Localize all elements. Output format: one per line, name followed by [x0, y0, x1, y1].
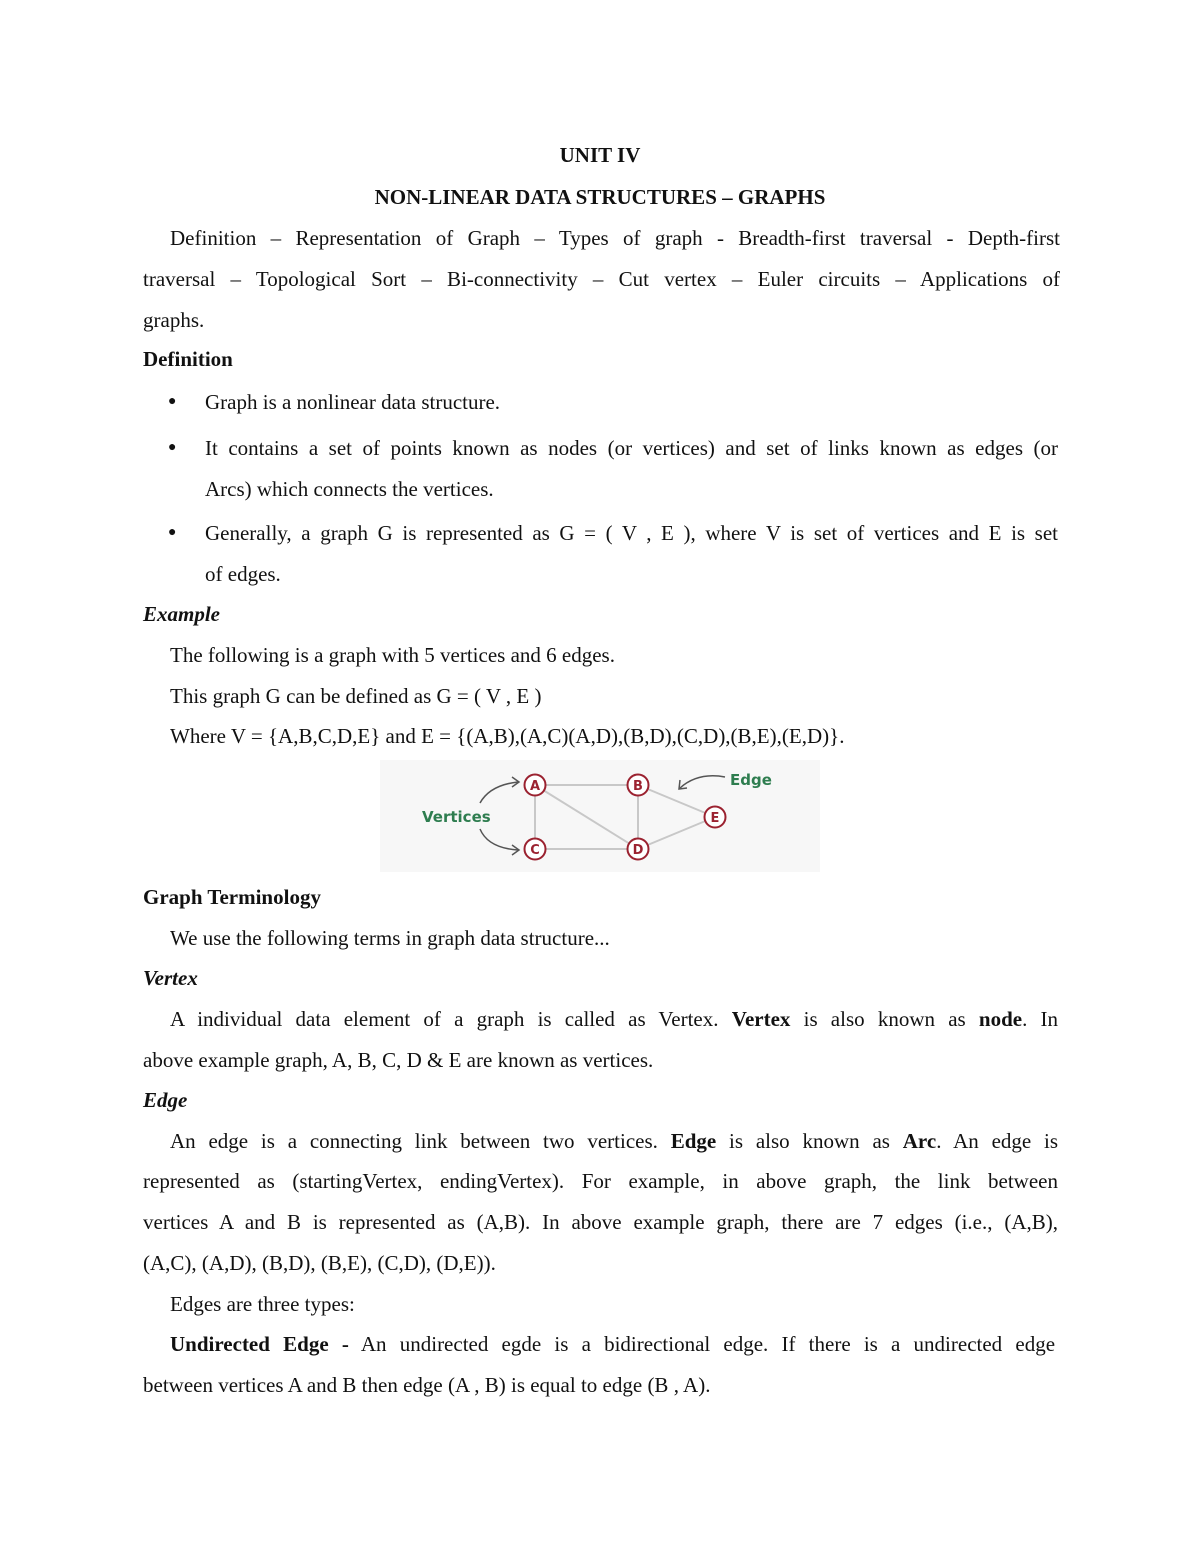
node-d-label: D [632, 843, 644, 858]
bullet-dot: ● [168, 440, 177, 455]
edge-label: Edge [730, 771, 772, 789]
node-c-label: C [530, 843, 540, 858]
definition-bullet-3-line-1: Generally, a graph G is represented as G = ( V , E ), where V is set of vertices and E is set [205, 521, 1058, 545]
node-e [705, 807, 726, 828]
arc-term: Arc [902, 1129, 937, 1153]
edge-line-4: (A,C), (A,D), (B,D), (B,E), (C,D), (D,E)). [143, 1251, 496, 1275]
undirected-term: Undirected Edge - [170, 1332, 349, 1356]
syllabus-line-3: graphs. [143, 308, 205, 332]
edge-line-2: represented as (startingVertex, endingVertex). For example, in above graph, the link between [143, 1169, 1058, 1193]
undirected-line-2: between vertices A and B then edge (A , B) is equal to edge (B , A). [143, 1373, 711, 1397]
node-b-label: B [633, 779, 643, 794]
vertex-text-a: A individual data element of a graph is called as Vertex. [170, 1007, 719, 1031]
syllabus-line-1: Definition – Representation of Graph – Types of graph - Breadth-first traversal - Depth-first [170, 226, 1060, 250]
unit-subtitle: NON-LINEAR DATA STRUCTURES – GRAPHS [374, 185, 826, 209]
definition-bullet-3-line-2: of edges. [205, 562, 281, 586]
syllabus-line-2: traversal – Topological Sort – Bi-connectivity – Cut vertex – Euler circuits – Applications of [143, 267, 1060, 291]
edge-text-e: . An edge is [936, 1129, 1059, 1153]
edge-term: Edge [670, 1129, 717, 1153]
vertex-line-1 [170, 1007, 1058, 1031]
graph-figure [380, 760, 820, 872]
example-heading: Example [143, 602, 220, 626]
definition-bullet-1: Graph is a nonlinear data structure. [205, 390, 501, 414]
vertex-text-c: is also known as [803, 1007, 966, 1031]
node-a [525, 775, 546, 796]
edge-line-1 [170, 1129, 1058, 1153]
node-c [525, 839, 546, 860]
node-d [628, 839, 649, 860]
unit-title: UNIT IV [559, 143, 641, 167]
example-line-1: The following is a graph with 5 vertices and 6 edges. [170, 643, 615, 667]
terminology-intro: We use the following terms in graph data structure... [170, 926, 610, 950]
vertices-label: Vertices [422, 808, 491, 826]
vertex-text-e: . In [1022, 1007, 1059, 1031]
edge-heading: Edge [143, 1088, 188, 1112]
terminology-heading: Graph Terminology [143, 885, 321, 909]
undirected-text: An undirected egde is a bidirectional edge. If there is a undirected edge [360, 1332, 1056, 1356]
example-line-3: Where V = {A,B,C,D,E} and E = {(A,B),(A,C)(A,D),(B,D),(C,D),(B,E),(E,D)}. [170, 724, 845, 748]
example-line-2: This graph G can be defined as G = ( V , E ) [170, 684, 542, 708]
edge-text-c: is also known as [729, 1129, 890, 1153]
vertex-term: Vertex [731, 1007, 791, 1031]
bullet-dot: ● [168, 394, 177, 409]
bullet-dot: ● [168, 525, 177, 540]
node-e-label: E [710, 811, 720, 826]
edge-types-line: Edges are three types: [170, 1292, 355, 1316]
node-b [628, 775, 649, 796]
definition-heading: Definition [143, 347, 233, 371]
node-a-label: A [529, 779, 541, 794]
undirected-line-1 [170, 1332, 1055, 1356]
definition-bullet-2-line-1: It contains a set of points known as nodes (or vertices) and set of links known as edges (or [205, 436, 1058, 460]
vertex-heading: Vertex [143, 966, 198, 990]
vertex-line-2: above example graph, A, B, C, D & E are known as vertices. [143, 1048, 654, 1072]
node-term: node [978, 1007, 1023, 1031]
edge-text-a: An edge is a connecting link between two vertices. [170, 1129, 658, 1153]
definition-bullet-2-line-2: Arcs) which connects the vertices. [205, 477, 494, 501]
edge-line-3: vertices A and B is represented as (A,B). In above example graph, there are 7 edges (i.e., (A,B), [143, 1210, 1058, 1234]
